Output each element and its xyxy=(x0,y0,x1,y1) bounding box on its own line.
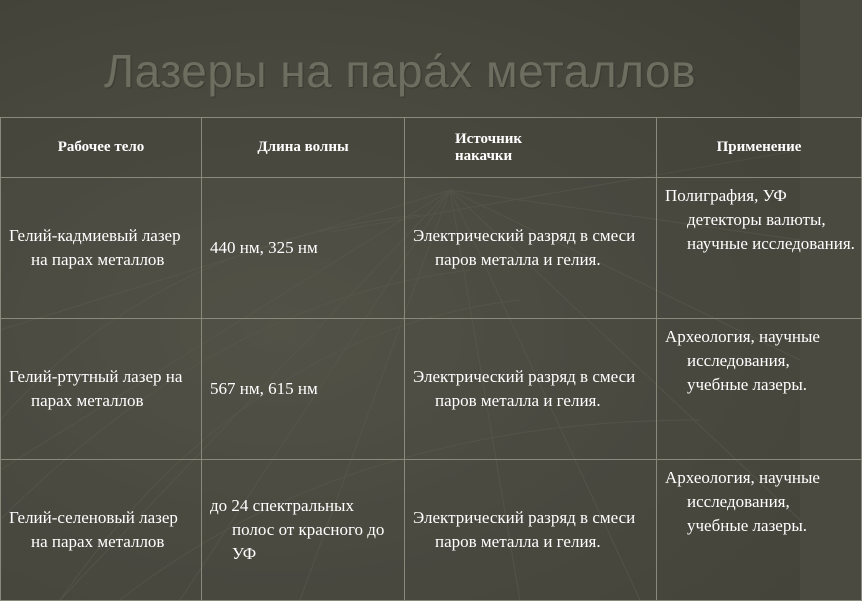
table-row xyxy=(1,460,862,601)
slide-title: Лазеры на пара́х металлов xyxy=(103,45,697,97)
table-header-row xyxy=(1,118,862,178)
cell-pump: Электрический разряд в смеси паров металла и гелия. xyxy=(405,319,657,460)
cell-wavelength: до 24 спектральных полос от красного до УФ xyxy=(202,460,405,601)
header-wavelength: Длина волны xyxy=(202,118,405,178)
cell-pump: Электрический разряд в смеси паров металла и гелия. xyxy=(405,460,657,601)
lasers-table xyxy=(0,117,862,601)
cell-medium: Гелий-ртутный лазер на парах металлов xyxy=(1,319,202,460)
header-medium: Рабочее тело xyxy=(1,118,202,178)
cell-application: Полиграфия, УФ детекторы валюты, научные исследования. xyxy=(657,178,862,319)
cell-application: Археология, научные исследования, учебные лазеры. xyxy=(657,460,862,601)
cell-wavelength: 440 нм, 325 нм xyxy=(202,178,405,319)
header-pump xyxy=(405,118,657,178)
cell-wavelength: 567 нм, 615 нм xyxy=(202,319,405,460)
cell-medium: Гелий-селеновый лазер на парах металлов xyxy=(1,460,202,601)
header-pump-label: Источник накачки xyxy=(455,130,522,164)
cell-pump: Электрический разряд в смеси паров металла и гелия. xyxy=(405,178,657,319)
cell-application: Археология, научные исследования, учебные лазеры. xyxy=(657,319,862,460)
header-application: Применение xyxy=(657,118,862,178)
table-row xyxy=(1,178,862,319)
cell-medium: Гелий-кадмиевый лазер на парах металлов xyxy=(1,178,202,319)
table-row xyxy=(1,319,862,460)
